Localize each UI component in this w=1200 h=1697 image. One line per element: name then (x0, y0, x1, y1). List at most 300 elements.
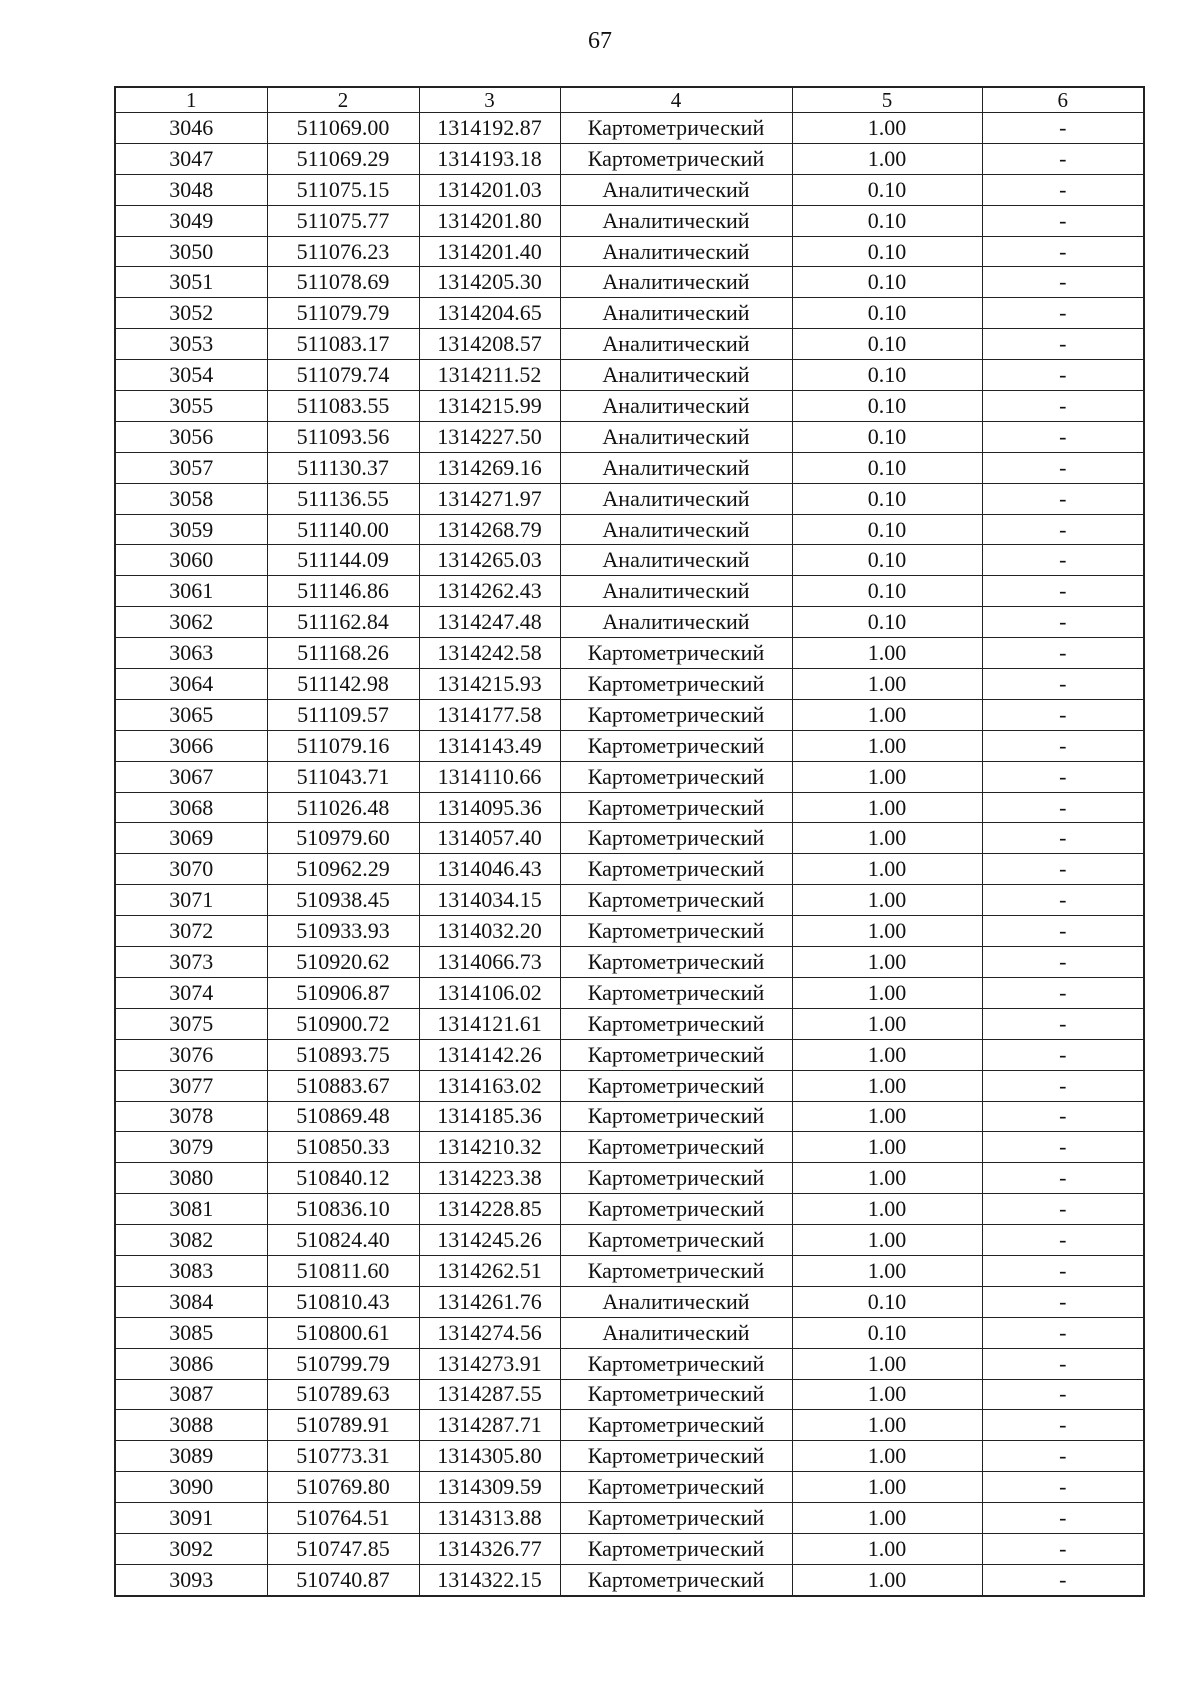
accuracy-cell: 0.10 (792, 391, 982, 422)
accuracy-cell: 1.00 (792, 1564, 982, 1595)
column-header: 5 (792, 87, 982, 113)
table-row (115, 1379, 1144, 1410)
y-coordinate-cell: 1314287.71 (419, 1410, 560, 1441)
accuracy-cell: 1.00 (792, 761, 982, 792)
y-coordinate-cell: 1314305.80 (419, 1441, 560, 1472)
y-coordinate-cell: 1314163.02 (419, 1070, 560, 1101)
note-cell: - (982, 854, 1144, 885)
accuracy-cell: 0.10 (792, 360, 982, 391)
method-cell: Картометрический (560, 1194, 792, 1225)
x-coordinate-cell: 510747.85 (267, 1533, 419, 1564)
x-coordinate-cell: 510764.51 (267, 1503, 419, 1534)
table-row (115, 1225, 1144, 1256)
y-coordinate-cell: 1314271.97 (419, 483, 560, 514)
accuracy-cell: 1.00 (792, 1441, 982, 1472)
point-number-cell: 3062 (115, 607, 267, 638)
table-row (115, 854, 1144, 885)
y-coordinate-cell: 1314268.79 (419, 514, 560, 545)
note-cell: - (982, 977, 1144, 1008)
accuracy-cell: 0.10 (792, 174, 982, 205)
accuracy-cell: 0.10 (792, 205, 982, 236)
accuracy-cell: 0.10 (792, 545, 982, 576)
point-number-cell: 3048 (115, 174, 267, 205)
accuracy-cell: 1.00 (792, 699, 982, 730)
y-coordinate-cell: 1314287.55 (419, 1379, 560, 1410)
note-cell: - (982, 1410, 1144, 1441)
note-cell: - (982, 1008, 1144, 1039)
y-coordinate-cell: 1314262.51 (419, 1255, 560, 1286)
note-cell: - (982, 236, 1144, 267)
method-cell: Картометрический (560, 1225, 792, 1256)
table-row (115, 267, 1144, 298)
accuracy-cell: 1.00 (792, 1163, 982, 1194)
note-cell: - (982, 113, 1144, 144)
method-cell: Аналитический (560, 174, 792, 205)
point-number-cell: 3050 (115, 236, 267, 267)
y-coordinate-cell: 1314034.15 (419, 885, 560, 916)
note-cell: - (982, 391, 1144, 422)
accuracy-cell: 1.00 (792, 1225, 982, 1256)
note-cell: - (982, 545, 1144, 576)
x-coordinate-cell: 510850.33 (267, 1132, 419, 1163)
point-number-cell: 3054 (115, 360, 267, 391)
x-coordinate-cell: 511069.29 (267, 143, 419, 174)
y-coordinate-cell: 1314201.80 (419, 205, 560, 236)
method-cell: Аналитический (560, 236, 792, 267)
accuracy-cell: 1.00 (792, 823, 982, 854)
accuracy-cell: 0.10 (792, 483, 982, 514)
table-row (115, 1317, 1144, 1348)
point-number-cell: 3082 (115, 1225, 267, 1256)
table-row (115, 1533, 1144, 1564)
x-coordinate-cell: 511093.56 (267, 421, 419, 452)
note-cell: - (982, 205, 1144, 236)
y-coordinate-cell: 1314177.58 (419, 699, 560, 730)
table-row (115, 514, 1144, 545)
table-row (115, 483, 1144, 514)
x-coordinate-cell: 511076.23 (267, 236, 419, 267)
y-coordinate-cell: 1314269.16 (419, 452, 560, 483)
accuracy-cell: 1.00 (792, 885, 982, 916)
y-coordinate-cell: 1314185.36 (419, 1101, 560, 1132)
x-coordinate-cell: 511142.98 (267, 669, 419, 700)
table-row (115, 360, 1144, 391)
point-number-cell: 3049 (115, 205, 267, 236)
note-cell: - (982, 699, 1144, 730)
accuracy-cell: 0.10 (792, 452, 982, 483)
table-row (115, 1255, 1144, 1286)
method-cell: Аналитический (560, 483, 792, 514)
note-cell: - (982, 792, 1144, 823)
note-cell: - (982, 1039, 1144, 1070)
point-number-cell: 3081 (115, 1194, 267, 1225)
method-cell: Картометрический (560, 638, 792, 669)
accuracy-cell: 1.00 (792, 669, 982, 700)
note-cell: - (982, 1194, 1144, 1225)
point-number-cell: 3072 (115, 916, 267, 947)
method-cell: Картометрический (560, 669, 792, 700)
method-cell: Картометрический (560, 761, 792, 792)
x-coordinate-cell: 511075.77 (267, 205, 419, 236)
y-coordinate-cell: 1314227.50 (419, 421, 560, 452)
accuracy-cell: 1.00 (792, 1255, 982, 1286)
table-row (115, 699, 1144, 730)
y-coordinate-cell: 1314192.87 (419, 113, 560, 144)
x-coordinate-cell: 511144.09 (267, 545, 419, 576)
method-cell: Картометрический (560, 1533, 792, 1564)
table-row (115, 638, 1144, 669)
note-cell: - (982, 823, 1144, 854)
accuracy-cell: 1.00 (792, 977, 982, 1008)
y-coordinate-cell: 1314201.03 (419, 174, 560, 205)
accuracy-cell: 1.00 (792, 113, 982, 144)
y-coordinate-cell: 1314095.36 (419, 792, 560, 823)
note-cell: - (982, 143, 1144, 174)
table-row (115, 761, 1144, 792)
point-number-cell: 3057 (115, 452, 267, 483)
method-cell: Аналитический (560, 298, 792, 329)
page-number: 67 (588, 28, 612, 54)
table-row (115, 113, 1144, 144)
method-cell: Картометрический (560, 1070, 792, 1101)
table-row (115, 1348, 1144, 1379)
table-row (115, 1008, 1144, 1039)
table-row (115, 1163, 1144, 1194)
column-header: 4 (560, 87, 792, 113)
table-row (115, 236, 1144, 267)
method-cell: Аналитический (560, 360, 792, 391)
x-coordinate-cell: 510979.60 (267, 823, 419, 854)
y-coordinate-cell: 1314322.15 (419, 1564, 560, 1595)
accuracy-cell: 1.00 (792, 1194, 982, 1225)
note-cell: - (982, 1379, 1144, 1410)
note-cell: - (982, 1564, 1144, 1595)
x-coordinate-cell: 511078.69 (267, 267, 419, 298)
method-cell: Аналитический (560, 205, 792, 236)
x-coordinate-cell: 511130.37 (267, 452, 419, 483)
point-number-cell: 3065 (115, 699, 267, 730)
x-coordinate-cell: 510906.87 (267, 977, 419, 1008)
x-coordinate-cell: 510933.93 (267, 916, 419, 947)
point-number-cell: 3051 (115, 267, 267, 298)
method-cell: Картометрический (560, 947, 792, 978)
y-coordinate-cell: 1314210.32 (419, 1132, 560, 1163)
point-number-cell: 3059 (115, 514, 267, 545)
x-coordinate-cell: 511079.79 (267, 298, 419, 329)
x-coordinate-cell: 510740.87 (267, 1564, 419, 1595)
accuracy-cell: 0.10 (792, 267, 982, 298)
note-cell: - (982, 576, 1144, 607)
note-cell: - (982, 1441, 1144, 1472)
accuracy-cell: 1.00 (792, 792, 982, 823)
x-coordinate-cell: 510824.40 (267, 1225, 419, 1256)
column-header: 1 (115, 87, 267, 113)
table-row (115, 545, 1144, 576)
accuracy-cell: 0.10 (792, 329, 982, 360)
point-number-cell: 3084 (115, 1286, 267, 1317)
accuracy-cell: 0.10 (792, 607, 982, 638)
method-cell: Аналитический (560, 1317, 792, 1348)
method-cell: Аналитический (560, 607, 792, 638)
accuracy-cell: 1.00 (792, 1472, 982, 1503)
method-cell: Аналитический (560, 267, 792, 298)
method-cell: Картометрический (560, 885, 792, 916)
accuracy-cell: 0.10 (792, 1286, 982, 1317)
table-row (115, 977, 1144, 1008)
point-number-cell: 3068 (115, 792, 267, 823)
y-coordinate-cell: 1314204.65 (419, 298, 560, 329)
y-coordinate-cell: 1314261.76 (419, 1286, 560, 1317)
accuracy-cell: 1.00 (792, 1039, 982, 1070)
method-cell: Картометрический (560, 916, 792, 947)
table-row (115, 391, 1144, 422)
note-cell: - (982, 421, 1144, 452)
method-cell: Аналитический (560, 1286, 792, 1317)
point-number-cell: 3085 (115, 1317, 267, 1348)
method-cell: Картометрический (560, 1163, 792, 1194)
point-number-cell: 3079 (115, 1132, 267, 1163)
x-coordinate-cell: 510869.48 (267, 1101, 419, 1132)
point-number-cell: 3046 (115, 113, 267, 144)
x-coordinate-cell: 510799.79 (267, 1348, 419, 1379)
point-number-cell: 3088 (115, 1410, 267, 1441)
y-coordinate-cell: 1314265.03 (419, 545, 560, 576)
table-row (115, 669, 1144, 700)
note-cell: - (982, 329, 1144, 360)
accuracy-cell: 1.00 (792, 947, 982, 978)
x-coordinate-cell: 511079.74 (267, 360, 419, 391)
note-cell: - (982, 1225, 1144, 1256)
x-coordinate-cell: 511162.84 (267, 607, 419, 638)
x-coordinate-cell: 511083.55 (267, 391, 419, 422)
note-cell: - (982, 669, 1144, 700)
y-coordinate-cell: 1314273.91 (419, 1348, 560, 1379)
accuracy-cell: 0.10 (792, 514, 982, 545)
x-coordinate-cell: 511026.48 (267, 792, 419, 823)
note-cell: - (982, 1132, 1144, 1163)
x-coordinate-cell: 511168.26 (267, 638, 419, 669)
x-coordinate-cell: 511109.57 (267, 699, 419, 730)
column-header: 3 (419, 87, 560, 113)
y-coordinate-cell: 1314274.56 (419, 1317, 560, 1348)
accuracy-cell: 0.10 (792, 236, 982, 267)
method-cell: Картометрический (560, 1348, 792, 1379)
note-cell: - (982, 1348, 1144, 1379)
note-cell: - (982, 885, 1144, 916)
note-cell: - (982, 1255, 1144, 1286)
point-number-cell: 3064 (115, 669, 267, 700)
y-coordinate-cell: 1314106.02 (419, 977, 560, 1008)
x-coordinate-cell: 510810.43 (267, 1286, 419, 1317)
y-coordinate-cell: 1314211.52 (419, 360, 560, 391)
method-cell: Аналитический (560, 576, 792, 607)
point-number-cell: 3093 (115, 1564, 267, 1595)
table-row (115, 1472, 1144, 1503)
table-header (115, 87, 1144, 113)
method-cell: Картометрический (560, 1101, 792, 1132)
accuracy-cell: 1.00 (792, 1348, 982, 1379)
y-coordinate-cell: 1314205.30 (419, 267, 560, 298)
point-number-cell: 3067 (115, 761, 267, 792)
method-cell: Картометрический (560, 699, 792, 730)
point-number-cell: 3071 (115, 885, 267, 916)
y-coordinate-cell: 1314066.73 (419, 947, 560, 978)
accuracy-cell: 1.00 (792, 854, 982, 885)
table-row (115, 730, 1144, 761)
table-row (115, 947, 1144, 978)
point-number-cell: 3074 (115, 977, 267, 1008)
y-coordinate-cell: 1314193.18 (419, 143, 560, 174)
accuracy-cell: 1.00 (792, 730, 982, 761)
x-coordinate-cell: 510769.80 (267, 1472, 419, 1503)
point-number-cell: 3052 (115, 298, 267, 329)
point-number-cell: 3055 (115, 391, 267, 422)
point-number-cell: 3075 (115, 1008, 267, 1039)
y-coordinate-cell: 1314142.26 (419, 1039, 560, 1070)
y-coordinate-cell: 1314326.77 (419, 1533, 560, 1564)
note-cell: - (982, 1163, 1144, 1194)
table-row (115, 298, 1144, 329)
y-coordinate-cell: 1314223.38 (419, 1163, 560, 1194)
accuracy-cell: 1.00 (792, 916, 982, 947)
method-cell: Картометрический (560, 1441, 792, 1472)
y-coordinate-cell: 1314245.26 (419, 1225, 560, 1256)
method-cell: Картометрический (560, 730, 792, 761)
note-cell: - (982, 267, 1144, 298)
note-cell: - (982, 174, 1144, 205)
note-cell: - (982, 1286, 1144, 1317)
note-cell: - (982, 761, 1144, 792)
table-row (115, 174, 1144, 205)
note-cell: - (982, 916, 1144, 947)
table-row (115, 607, 1144, 638)
y-coordinate-cell: 1314262.43 (419, 576, 560, 607)
y-coordinate-cell: 1314215.99 (419, 391, 560, 422)
accuracy-cell: 1.00 (792, 638, 982, 669)
note-cell: - (982, 947, 1144, 978)
table-row (115, 792, 1144, 823)
x-coordinate-cell: 510920.62 (267, 947, 419, 978)
x-coordinate-cell: 510938.45 (267, 885, 419, 916)
x-coordinate-cell: 510836.10 (267, 1194, 419, 1225)
y-coordinate-cell: 1314121.61 (419, 1008, 560, 1039)
table-row (115, 421, 1144, 452)
note-cell: - (982, 1070, 1144, 1101)
accuracy-cell: 0.10 (792, 298, 982, 329)
y-coordinate-cell: 1314046.43 (419, 854, 560, 885)
method-cell: Аналитический (560, 452, 792, 483)
x-coordinate-cell: 511146.86 (267, 576, 419, 607)
method-cell: Аналитический (560, 421, 792, 452)
table-row (115, 1101, 1144, 1132)
table-row (115, 329, 1144, 360)
method-cell: Картометрический (560, 1410, 792, 1441)
note-cell: - (982, 607, 1144, 638)
x-coordinate-cell: 511083.17 (267, 329, 419, 360)
point-number-cell: 3078 (115, 1101, 267, 1132)
accuracy-cell: 1.00 (792, 143, 982, 174)
note-cell: - (982, 1317, 1144, 1348)
x-coordinate-cell: 510811.60 (267, 1255, 419, 1286)
accuracy-cell: 1.00 (792, 1070, 982, 1101)
note-cell: - (982, 1472, 1144, 1503)
method-cell: Картометрический (560, 1132, 792, 1163)
note-cell: - (982, 638, 1144, 669)
accuracy-cell: 0.10 (792, 1317, 982, 1348)
header-row (115, 87, 1144, 113)
point-number-cell: 3086 (115, 1348, 267, 1379)
note-cell: - (982, 452, 1144, 483)
accuracy-cell: 0.10 (792, 576, 982, 607)
accuracy-cell: 1.00 (792, 1410, 982, 1441)
x-coordinate-cell: 511043.71 (267, 761, 419, 792)
accuracy-cell: 1.00 (792, 1132, 982, 1163)
method-cell: Картометрический (560, 854, 792, 885)
point-number-cell: 3087 (115, 1379, 267, 1410)
point-number-cell: 3073 (115, 947, 267, 978)
x-coordinate-cell: 511136.55 (267, 483, 419, 514)
note-cell: - (982, 514, 1144, 545)
method-cell: Картометрический (560, 1255, 792, 1286)
method-cell: Аналитический (560, 329, 792, 360)
x-coordinate-cell: 510800.61 (267, 1317, 419, 1348)
method-cell: Картометрический (560, 1503, 792, 1534)
y-coordinate-cell: 1314247.48 (419, 607, 560, 638)
method-cell: Картометрический (560, 1472, 792, 1503)
table-row (115, 1441, 1144, 1472)
point-number-cell: 3091 (115, 1503, 267, 1534)
method-cell: Аналитический (560, 545, 792, 576)
y-coordinate-cell: 1314208.57 (419, 329, 560, 360)
method-cell: Картометрический (560, 977, 792, 1008)
point-number-cell: 3069 (115, 823, 267, 854)
y-coordinate-cell: 1314143.49 (419, 730, 560, 761)
y-coordinate-cell: 1314201.40 (419, 236, 560, 267)
table-body (115, 113, 1144, 1596)
point-number-cell: 3090 (115, 1472, 267, 1503)
point-number-cell: 3056 (115, 421, 267, 452)
accuracy-cell: 1.00 (792, 1008, 982, 1039)
table-row (115, 916, 1144, 947)
x-coordinate-cell: 510773.31 (267, 1441, 419, 1472)
method-cell: Картометрический (560, 1379, 792, 1410)
y-coordinate-cell: 1314228.85 (419, 1194, 560, 1225)
table-row (115, 1564, 1144, 1595)
x-coordinate-cell: 510840.12 (267, 1163, 419, 1194)
note-cell: - (982, 730, 1144, 761)
method-cell: Картометрический (560, 1039, 792, 1070)
accuracy-cell: 1.00 (792, 1101, 982, 1132)
x-coordinate-cell: 511140.00 (267, 514, 419, 545)
table-row (115, 885, 1144, 916)
accuracy-cell: 0.10 (792, 421, 982, 452)
table-row (115, 1132, 1144, 1163)
point-number-cell: 3077 (115, 1070, 267, 1101)
accuracy-cell: 1.00 (792, 1379, 982, 1410)
method-cell: Картометрический (560, 143, 792, 174)
coordinates-table (114, 86, 1145, 1597)
accuracy-cell: 1.00 (792, 1533, 982, 1564)
note-cell: - (982, 1503, 1144, 1534)
x-coordinate-cell: 511069.00 (267, 113, 419, 144)
column-header: 2 (267, 87, 419, 113)
x-coordinate-cell: 510893.75 (267, 1039, 419, 1070)
method-cell: Аналитический (560, 514, 792, 545)
x-coordinate-cell: 510883.67 (267, 1070, 419, 1101)
method-cell: Картометрический (560, 792, 792, 823)
x-coordinate-cell: 510900.72 (267, 1008, 419, 1039)
note-cell: - (982, 360, 1144, 391)
